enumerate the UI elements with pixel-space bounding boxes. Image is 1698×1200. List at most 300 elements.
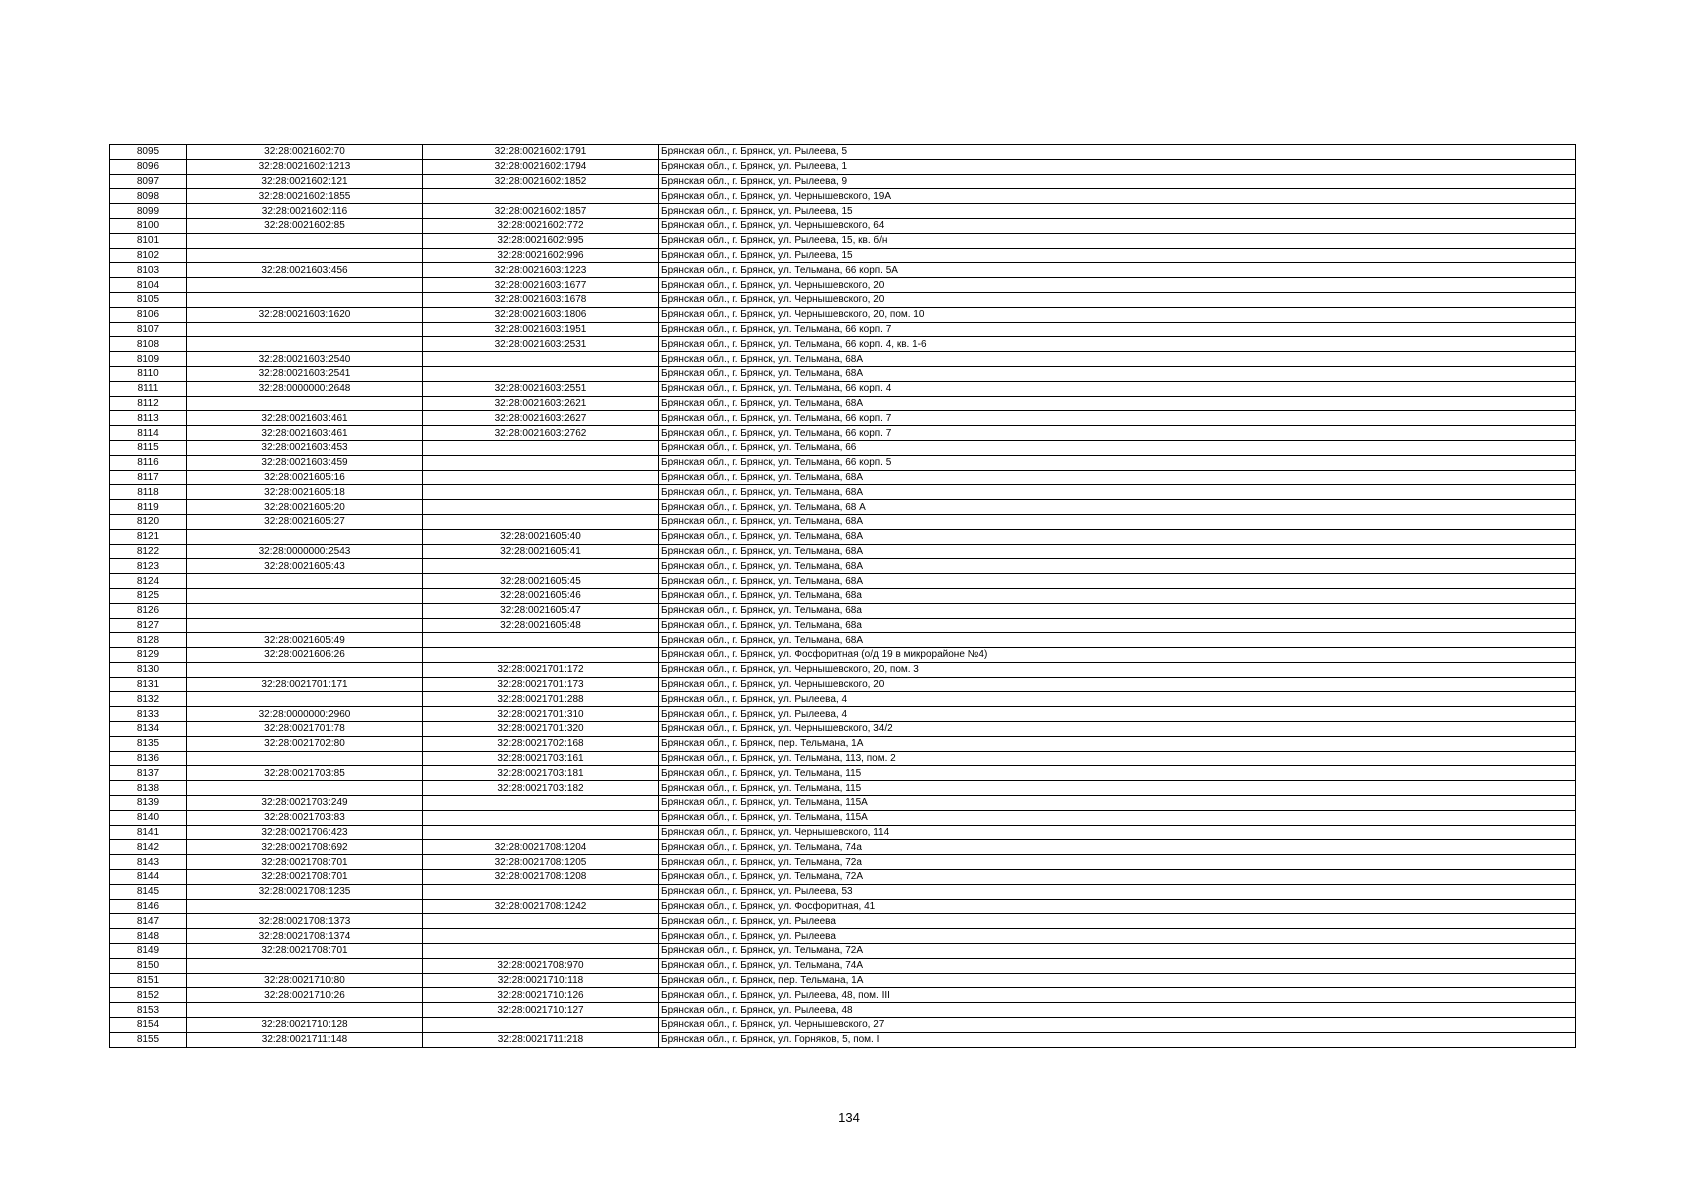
address-cell: Брянская обл., г. Брянск, ул. Тельмана, 74А (659, 958, 1576, 973)
address-cell: Брянская обл., г. Брянск, ул. Чернышевского, 114 (659, 825, 1576, 840)
table-row (110, 722, 1576, 737)
row-number-cell: 8131 (110, 677, 187, 692)
previous-cadastral-number-cell: 32:28:0021605:16 (187, 470, 423, 485)
address-cell: Брянская обл., г. Брянск, ул. Тельмана, 68А (659, 633, 1576, 648)
row-number-cell: 8128 (110, 633, 187, 648)
previous-cadastral-number-cell: 32:28:0021602:1213 (187, 159, 423, 174)
row-number-cell: 8115 (110, 440, 187, 455)
cadastral-number-cell (423, 366, 659, 381)
row-number-cell: 8155 (110, 1032, 187, 1047)
previous-cadastral-number-cell (187, 603, 423, 618)
previous-cadastral-number-cell (187, 781, 423, 796)
row-number-cell: 8108 (110, 337, 187, 352)
previous-cadastral-number-cell: 32:28:0021710:128 (187, 1018, 423, 1033)
address-cell: Брянская обл., г. Брянск, ул. Тельмана, 68А (659, 485, 1576, 500)
cadastral-number-cell: 32:28:0021602:1794 (423, 159, 659, 174)
table-row (110, 366, 1576, 381)
cadastral-number-cell: 32:28:0021708:1205 (423, 855, 659, 870)
previous-cadastral-number-cell: 32:28:0021603:461 (187, 411, 423, 426)
table-row (110, 914, 1576, 929)
cadastral-number-cell: 32:28:0021605:45 (423, 574, 659, 589)
previous-cadastral-number-cell: 32:28:0021708:701 (187, 944, 423, 959)
address-cell: Брянская обл., г. Брянск, ул. Тельмана, 68А (659, 544, 1576, 559)
previous-cadastral-number-cell: 32:28:0021603:461 (187, 426, 423, 441)
address-cell: Брянская обл., г. Брянск, ул. Чернышевского, 27 (659, 1018, 1576, 1033)
table-row (110, 396, 1576, 411)
table-row (110, 751, 1576, 766)
table-row (110, 825, 1576, 840)
cadastral-number-cell (423, 514, 659, 529)
table-row (110, 233, 1576, 248)
table-row (110, 677, 1576, 692)
table-row (110, 958, 1576, 973)
previous-cadastral-number-cell: 32:28:0021703:85 (187, 766, 423, 781)
previous-cadastral-number-cell: 32:28:0021708:1373 (187, 914, 423, 929)
cadastral-number-cell: 32:28:0021710:118 (423, 973, 659, 988)
row-number-cell: 8154 (110, 1018, 187, 1033)
row-number-cell: 8104 (110, 278, 187, 293)
address-cell: Брянская обл., г. Брянск, ул. Фосфоритная (о/д 19 в микрорайоне №4) (659, 648, 1576, 663)
row-number-cell: 8150 (110, 958, 187, 973)
previous-cadastral-number-cell: 32:28:0021602:70 (187, 145, 423, 160)
previous-cadastral-number-cell: 32:28:0021702:80 (187, 736, 423, 751)
cadastral-number-cell: 32:28:0021605:46 (423, 588, 659, 603)
address-cell: Брянская обл., г. Брянск, ул. Рылеева, 53 (659, 884, 1576, 899)
table-row (110, 736, 1576, 751)
previous-cadastral-number-cell: 32:28:0021708:701 (187, 855, 423, 870)
row-number-cell: 8103 (110, 263, 187, 278)
cadastral-number-cell (423, 1018, 659, 1033)
previous-cadastral-number-cell: 32:28:0021603:456 (187, 263, 423, 278)
address-cell: Брянская обл., г. Брянск, ул. Рылеева, 1 (659, 159, 1576, 174)
cadastral-number-cell: 32:28:0021602:772 (423, 218, 659, 233)
cadastral-number-cell: 32:28:0021701:172 (423, 662, 659, 677)
row-number-cell: 8105 (110, 292, 187, 307)
row-number-cell: 8099 (110, 204, 187, 219)
table-row (110, 766, 1576, 781)
previous-cadastral-number-cell (187, 396, 423, 411)
address-cell: Брянская обл., г. Брянск, ул. Тельмана, 66 корп. 7 (659, 426, 1576, 441)
table-row (110, 263, 1576, 278)
table-row (110, 810, 1576, 825)
previous-cadastral-number-cell (187, 248, 423, 263)
cadastral-number-cell (423, 440, 659, 455)
row-number-cell: 8098 (110, 189, 187, 204)
previous-cadastral-number-cell (187, 233, 423, 248)
row-number-cell: 8122 (110, 544, 187, 559)
previous-cadastral-number-cell (187, 529, 423, 544)
row-number-cell: 8152 (110, 988, 187, 1003)
cadastral-number-cell (423, 810, 659, 825)
table-row (110, 307, 1576, 322)
table-row (110, 322, 1576, 337)
cadastral-number-cell: 32:28:0021708:1208 (423, 870, 659, 885)
table-row (110, 855, 1576, 870)
previous-cadastral-number-cell: 32:28:0021710:80 (187, 973, 423, 988)
previous-cadastral-number-cell: 32:28:0021605:43 (187, 559, 423, 574)
cadastral-number-cell: 32:28:0021702:168 (423, 736, 659, 751)
row-number-cell: 8106 (110, 307, 187, 322)
address-cell: Брянская обл., г. Брянск, ул. Тельмана, 68а (659, 588, 1576, 603)
table-row (110, 899, 1576, 914)
previous-cadastral-number-cell: 32:28:0021603:1620 (187, 307, 423, 322)
row-number-cell: 8110 (110, 366, 187, 381)
row-number-cell: 8125 (110, 588, 187, 603)
table-row (110, 929, 1576, 944)
table-row (110, 692, 1576, 707)
address-cell: Брянская обл., г. Брянск, пер. Тельмана, 1А (659, 973, 1576, 988)
table-row (110, 218, 1576, 233)
address-cell: Брянская обл., г. Брянск, ул. Рылеева (659, 929, 1576, 944)
previous-cadastral-number-cell: 32:28:0000000:2960 (187, 707, 423, 722)
address-cell: Брянская обл., г. Брянск, ул. Тельмана, 66 корп. 4, кв. 1-6 (659, 337, 1576, 352)
address-cell: Брянская обл., г. Брянск, ул. Рылеева, 15 (659, 204, 1576, 219)
address-cell: Брянская обл., г. Брянск, ул. Тельмана, 66 (659, 440, 1576, 455)
cadastral-number-cell: 32:28:0021701:320 (423, 722, 659, 737)
row-number-cell: 8096 (110, 159, 187, 174)
row-number-cell: 8133 (110, 707, 187, 722)
row-number-cell: 8116 (110, 455, 187, 470)
cadastral-number-cell: 32:28:0021603:2551 (423, 381, 659, 396)
previous-cadastral-number-cell: 32:28:0021708:701 (187, 870, 423, 885)
row-number-cell: 8114 (110, 426, 187, 441)
address-cell: Брянская обл., г. Брянск, ул. Рылеева, 15, кв. б/н (659, 233, 1576, 248)
address-cell: Брянская обл., г. Брянск, ул. Чернышевского, 20, пом. 3 (659, 662, 1576, 677)
previous-cadastral-number-cell: 32:28:0000000:2648 (187, 381, 423, 396)
table-row (110, 588, 1576, 603)
address-cell: Брянская обл., г. Брянск, ул. Чернышевского, 20 (659, 278, 1576, 293)
row-number-cell: 8095 (110, 145, 187, 160)
cadastral-number-cell: 32:28:0021703:182 (423, 781, 659, 796)
cadastral-registry-table (109, 144, 1576, 1048)
address-cell: Брянская обл., г. Брянск, ул. Тельмана, 68А (659, 396, 1576, 411)
previous-cadastral-number-cell (187, 292, 423, 307)
row-number-cell: 8148 (110, 929, 187, 944)
previous-cadastral-number-cell: 32:28:0021603:2541 (187, 366, 423, 381)
row-number-cell: 8113 (110, 411, 187, 426)
row-number-cell: 8127 (110, 618, 187, 633)
table-row (110, 633, 1576, 648)
address-cell: Брянская обл., г. Брянск, ул. Чернышевского, 20 (659, 292, 1576, 307)
previous-cadastral-number-cell: 32:28:0000000:2543 (187, 544, 423, 559)
row-number-cell: 8097 (110, 174, 187, 189)
table-row (110, 870, 1576, 885)
table-row (110, 278, 1576, 293)
cadastral-number-cell: 32:28:0021602:996 (423, 248, 659, 263)
address-cell: Брянская обл., г. Брянск, ул. Чернышевского, 20, пом. 10 (659, 307, 1576, 322)
cadastral-number-cell (423, 884, 659, 899)
previous-cadastral-number-cell: 32:28:0021605:27 (187, 514, 423, 529)
table-row (110, 544, 1576, 559)
row-number-cell: 8146 (110, 899, 187, 914)
previous-cadastral-number-cell: 32:28:0021710:26 (187, 988, 423, 1003)
cadastral-number-cell: 32:28:0021603:2621 (423, 396, 659, 411)
cadastral-number-cell: 32:28:0021603:1951 (423, 322, 659, 337)
row-number-cell: 8121 (110, 529, 187, 544)
address-cell: Брянская обл., г. Брянск, ул. Тельмана, 115 (659, 781, 1576, 796)
row-number-cell: 8153 (110, 1003, 187, 1018)
address-cell: Брянская обл., г. Брянск, ул. Тельмана, 74а (659, 840, 1576, 855)
address-cell: Брянская обл., г. Брянск, ул. Рылеева, 48 (659, 1003, 1576, 1018)
row-number-cell: 8137 (110, 766, 187, 781)
cadastral-number-cell: 32:28:0021603:2531 (423, 337, 659, 352)
row-number-cell: 8147 (110, 914, 187, 929)
address-cell: Брянская обл., г. Брянск, ул. Рылеева, 4 (659, 692, 1576, 707)
cadastral-number-cell: 32:28:0021701:310 (423, 707, 659, 722)
cadastral-number-cell: 32:28:0021603:2627 (423, 411, 659, 426)
table-row (110, 381, 1576, 396)
table-row (110, 455, 1576, 470)
cadastral-number-cell: 32:28:0021701:173 (423, 677, 659, 692)
address-cell: Брянская обл., г. Брянск, ул. Рылеева, 4 (659, 707, 1576, 722)
previous-cadastral-number-cell: 32:28:0021603:2540 (187, 352, 423, 367)
cadastral-number-cell (423, 914, 659, 929)
address-cell: Брянская обл., г. Брянск, ул. Тельмана, 115А (659, 796, 1576, 811)
row-number-cell: 8140 (110, 810, 187, 825)
address-cell: Брянская обл., г. Брянск, ул. Тельмана, 66 корп. 7 (659, 411, 1576, 426)
row-number-cell: 8134 (110, 722, 187, 737)
cadastral-number-cell: 32:28:0021603:2762 (423, 426, 659, 441)
previous-cadastral-number-cell: 32:28:0021703:249 (187, 796, 423, 811)
address-cell: Брянская обл., г. Брянск, ул. Тельмана, 68А (659, 352, 1576, 367)
cadastral-number-cell: 32:28:0021708:970 (423, 958, 659, 973)
cadastral-number-cell: 32:28:0021605:47 (423, 603, 659, 618)
table-row (110, 603, 1576, 618)
table-row (110, 411, 1576, 426)
address-cell: Брянская обл., г. Брянск, ул. Тельмана, 72А (659, 870, 1576, 885)
row-number-cell: 8102 (110, 248, 187, 263)
address-cell: Брянская обл., г. Брянск, ул. Тельмана, 68А (659, 574, 1576, 589)
address-cell: Брянская обл., г. Брянск, ул. Горняков, 5, пом. I (659, 1032, 1576, 1047)
previous-cadastral-number-cell: 32:28:0021606:26 (187, 648, 423, 663)
table-row (110, 1003, 1576, 1018)
cadastral-number-cell: 32:28:0021708:1204 (423, 840, 659, 855)
row-number-cell: 8100 (110, 218, 187, 233)
table-row (110, 944, 1576, 959)
previous-cadastral-number-cell: 32:28:0021605:18 (187, 485, 423, 500)
previous-cadastral-number-cell: 32:28:0021708:1374 (187, 929, 423, 944)
table-row (110, 514, 1576, 529)
previous-cadastral-number-cell: 32:28:0021701:78 (187, 722, 423, 737)
cadastral-number-cell: 32:28:0021703:181 (423, 766, 659, 781)
address-cell: Брянская обл., г. Брянск, ул. Тельмана, 68А (659, 366, 1576, 381)
cadastral-number-cell (423, 485, 659, 500)
previous-cadastral-number-cell (187, 958, 423, 973)
row-number-cell: 8112 (110, 396, 187, 411)
cadastral-number-cell: 32:28:0021605:41 (423, 544, 659, 559)
table-row (110, 529, 1576, 544)
address-cell: Брянская обл., г. Брянск, ул. Тельмана, 68а (659, 603, 1576, 618)
cadastral-number-cell: 32:28:0021605:48 (423, 618, 659, 633)
table-row (110, 204, 1576, 219)
previous-cadastral-number-cell (187, 588, 423, 603)
cadastral-number-cell: 32:28:0021710:126 (423, 988, 659, 1003)
table-row (110, 574, 1576, 589)
address-cell: Брянская обл., г. Брянск, ул. Тельмана, 66 корп. 5 (659, 455, 1576, 470)
row-number-cell: 8151 (110, 973, 187, 988)
table-row (110, 440, 1576, 455)
cadastral-number-cell: 32:28:0021710:127 (423, 1003, 659, 1018)
table-row (110, 1032, 1576, 1047)
table-row (110, 352, 1576, 367)
address-cell: Брянская обл., г. Брянск, ул. Рылеева, 9 (659, 174, 1576, 189)
cadastral-number-cell (423, 825, 659, 840)
row-number-cell: 8142 (110, 840, 187, 855)
address-cell: Брянская обл., г. Брянск, ул. Чернышевского, 19А (659, 189, 1576, 204)
row-number-cell: 8107 (110, 322, 187, 337)
cadastral-number-cell (423, 500, 659, 515)
address-cell: Брянская обл., г. Брянск, ул. Тельмана, 113, пом. 2 (659, 751, 1576, 766)
previous-cadastral-number-cell (187, 751, 423, 766)
cadastral-number-cell (423, 929, 659, 944)
table-row (110, 973, 1576, 988)
previous-cadastral-number-cell: 32:28:0021603:453 (187, 440, 423, 455)
table-row (110, 648, 1576, 663)
cadastral-number-cell (423, 796, 659, 811)
previous-cadastral-number-cell: 32:28:0021706:423 (187, 825, 423, 840)
previous-cadastral-number-cell (187, 337, 423, 352)
table-row (110, 662, 1576, 677)
table-row (110, 174, 1576, 189)
row-number-cell: 8139 (110, 796, 187, 811)
previous-cadastral-number-cell (187, 692, 423, 707)
cadastral-number-cell (423, 559, 659, 574)
cadastral-number-cell: 32:28:0021602:995 (423, 233, 659, 248)
row-number-cell: 8141 (110, 825, 187, 840)
address-cell: Брянская обл., г. Брянск, ул. Рылеева (659, 914, 1576, 929)
cadastral-number-cell (423, 470, 659, 485)
row-number-cell: 8111 (110, 381, 187, 396)
table-row (110, 988, 1576, 1003)
table-row (110, 145, 1576, 160)
row-number-cell: 8129 (110, 648, 187, 663)
row-number-cell: 8118 (110, 485, 187, 500)
row-number-cell: 8132 (110, 692, 187, 707)
table-row (110, 559, 1576, 574)
address-cell: Брянская обл., г. Брянск, ул. Фосфоритная, 41 (659, 899, 1576, 914)
cadastral-number-cell: 32:28:0021602:1857 (423, 204, 659, 219)
cadastral-number-cell: 32:28:0021603:1678 (423, 292, 659, 307)
cadastral-number-cell (423, 944, 659, 959)
row-number-cell: 8101 (110, 233, 187, 248)
previous-cadastral-number-cell: 32:28:0021602:85 (187, 218, 423, 233)
address-cell: Брянская обл., г. Брянск, ул. Тельмана, 68А (659, 470, 1576, 485)
address-cell: Брянская обл., г. Брянск, пер. Тельмана, 1А (659, 736, 1576, 751)
table-row (110, 470, 1576, 485)
previous-cadastral-number-cell (187, 1003, 423, 1018)
row-number-cell: 8130 (110, 662, 187, 677)
page-number: 134 (838, 1110, 860, 1125)
previous-cadastral-number-cell (187, 618, 423, 633)
address-cell: Брянская обл., г. Брянск, ул. Тельмана, 72А (659, 944, 1576, 959)
row-number-cell: 8119 (110, 500, 187, 515)
table-row (110, 500, 1576, 515)
previous-cadastral-number-cell: 32:28:0021603:459 (187, 455, 423, 470)
address-cell: Брянская обл., г. Брянск, ул. Тельмана, 72а (659, 855, 1576, 870)
row-number-cell: 8120 (110, 514, 187, 529)
row-number-cell: 8145 (110, 884, 187, 899)
previous-cadastral-number-cell: 32:28:0021605:49 (187, 633, 423, 648)
row-number-cell: 8109 (110, 352, 187, 367)
row-number-cell: 8126 (110, 603, 187, 618)
previous-cadastral-number-cell: 32:28:0021602:121 (187, 174, 423, 189)
cadastral-number-cell: 32:28:0021602:1791 (423, 145, 659, 160)
table-row (110, 618, 1576, 633)
cadastral-number-cell: 32:28:0021605:40 (423, 529, 659, 544)
table-row (110, 292, 1576, 307)
row-number-cell: 8135 (110, 736, 187, 751)
row-number-cell: 8117 (110, 470, 187, 485)
previous-cadastral-number-cell (187, 322, 423, 337)
address-cell: Брянская обл., г. Брянск, ул. Тельмана, 66 корп. 4 (659, 381, 1576, 396)
table-row (110, 159, 1576, 174)
address-cell: Брянская обл., г. Брянск, ул. Рылеева, 48, пом. III (659, 988, 1576, 1003)
cadastral-number-cell: 32:28:0021701:288 (423, 692, 659, 707)
previous-cadastral-number-cell: 32:28:0021703:83 (187, 810, 423, 825)
row-number-cell: 8124 (110, 574, 187, 589)
cadastral-number-cell (423, 352, 659, 367)
address-cell: Брянская обл., г. Брянск, ул. Тельмана, 68А (659, 514, 1576, 529)
table-row (110, 840, 1576, 855)
table-row (110, 248, 1576, 263)
address-cell: Брянская обл., г. Брянск, ул. Тельмана, 115А (659, 810, 1576, 825)
cadastral-number-cell (423, 455, 659, 470)
address-cell: Брянская обл., г. Брянск, ул. Рылеева, 15 (659, 248, 1576, 263)
cadastral-number-cell: 32:28:0021603:1677 (423, 278, 659, 293)
previous-cadastral-number-cell (187, 662, 423, 677)
address-cell: Брянская обл., г. Брянск, ул. Тельмана, 68 А (659, 500, 1576, 515)
address-cell: Брянская обл., г. Брянск, ул. Тельмана, 115 (659, 766, 1576, 781)
address-cell: Брянская обл., г. Брянск, ул. Тельмана, 68А (659, 529, 1576, 544)
previous-cadastral-number-cell: 32:28:0021711:148 (187, 1032, 423, 1047)
registry-table-body (110, 145, 1576, 1048)
table-row (110, 884, 1576, 899)
previous-cadastral-number-cell: 32:28:0021701:171 (187, 677, 423, 692)
cadastral-number-cell (423, 189, 659, 204)
address-cell: Брянская обл., г. Брянск, ул. Чернышевского, 64 (659, 218, 1576, 233)
cadastral-number-cell: 32:28:0021711:218 (423, 1032, 659, 1047)
previous-cadastral-number-cell: 32:28:0021708:692 (187, 840, 423, 855)
address-cell: Брянская обл., г. Брянск, ул. Тельмана, 68А (659, 559, 1576, 574)
cadastral-number-cell: 32:28:0021703:161 (423, 751, 659, 766)
table-row (110, 189, 1576, 204)
previous-cadastral-number-cell (187, 278, 423, 293)
table-row (110, 781, 1576, 796)
address-cell: Брянская обл., г. Брянск, ул. Рылеева, 5 (659, 145, 1576, 160)
cadastral-number-cell: 32:28:0021708:1242 (423, 899, 659, 914)
row-number-cell: 8138 (110, 781, 187, 796)
previous-cadastral-number-cell: 32:28:0021708:1235 (187, 884, 423, 899)
table-row (110, 426, 1576, 441)
cadastral-number-cell (423, 633, 659, 648)
cadastral-number-cell: 32:28:0021603:1806 (423, 307, 659, 322)
table-row (110, 1018, 1576, 1033)
address-cell: Брянская обл., г. Брянск, ул. Тельмана, 66 корп. 7 (659, 322, 1576, 337)
cadastral-number-cell: 32:28:0021603:1223 (423, 263, 659, 278)
table-row (110, 707, 1576, 722)
table-row (110, 796, 1576, 811)
row-number-cell: 8136 (110, 751, 187, 766)
previous-cadastral-number-cell: 32:28:0021602:116 (187, 204, 423, 219)
table-row (110, 337, 1576, 352)
address-cell: Брянская обл., г. Брянск, ул. Чернышевского, 20 (659, 677, 1576, 692)
previous-cadastral-number-cell (187, 574, 423, 589)
cadastral-number-cell (423, 648, 659, 663)
address-cell: Брянская обл., г. Брянск, ул. Тельмана, 68а (659, 618, 1576, 633)
address-cell: Брянская обл., г. Брянск, ул. Чернышевского, 34/2 (659, 722, 1576, 737)
cadastral-number-cell: 32:28:0021602:1852 (423, 174, 659, 189)
row-number-cell: 8149 (110, 944, 187, 959)
